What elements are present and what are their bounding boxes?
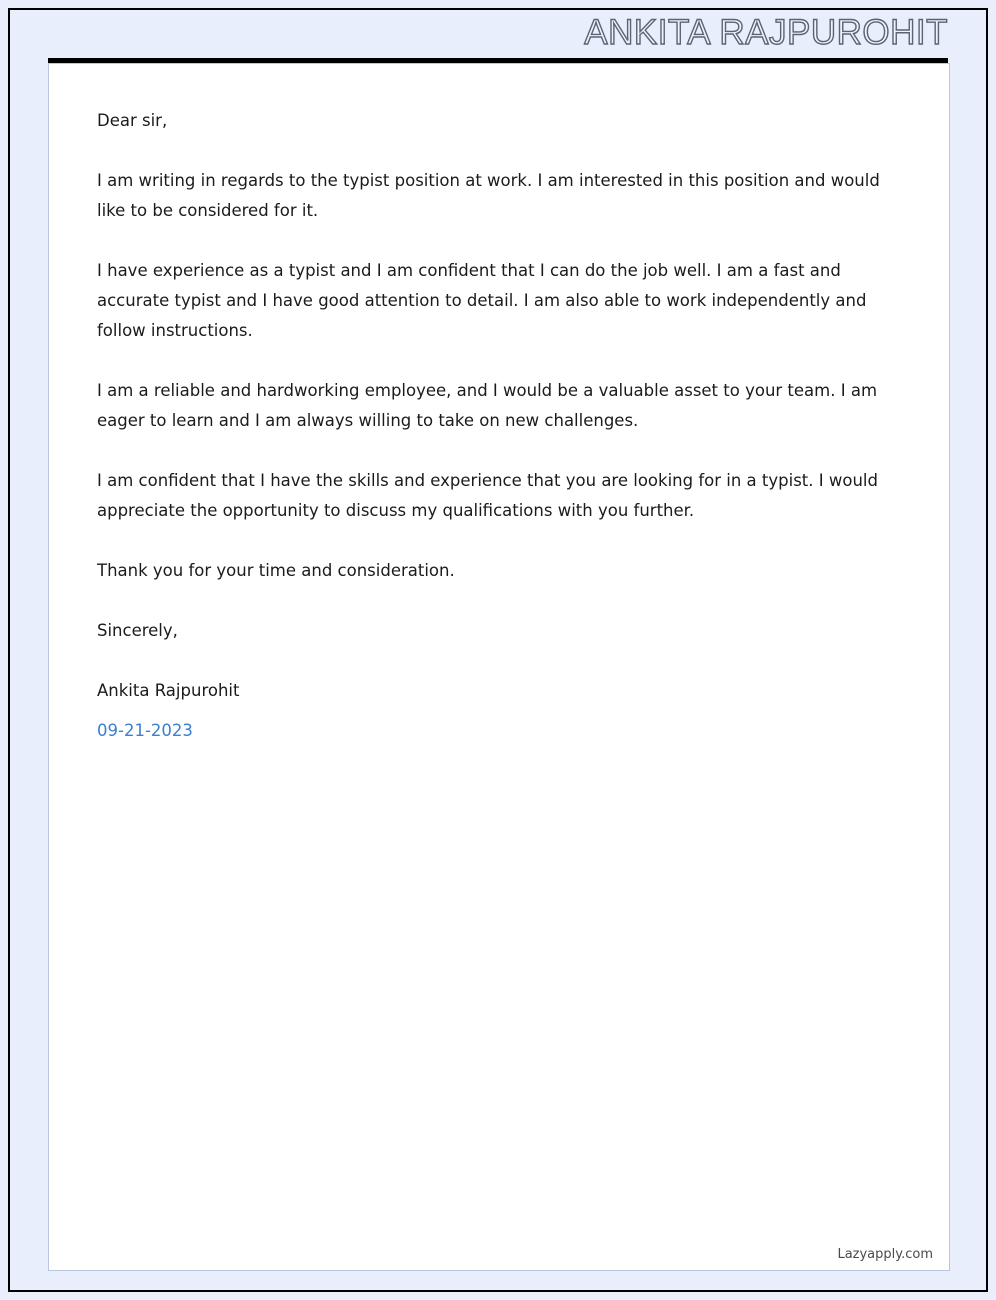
letter-sheet (48, 63, 950, 1271)
letter-paragraph-1: I am writing in regards to the typist position at work. I am interested in this position and would like to be considered for it. (97, 171, 880, 220)
letter-paragraph-3: I am a reliable and hardworking employee, and I would be a valuable asset to your team. I am eager to learn and I am always willing to take on new challenges. (97, 381, 878, 430)
letter-paragraph-5: Thank you for your time and consideration. (97, 561, 455, 580)
letter-signature-name: Ankita Rajpurohit (97, 681, 240, 700)
footer-brand-label: Lazyapply.com (837, 1247, 933, 1262)
candidate-name-title: ANKITA RAJPUROHIT (584, 13, 948, 52)
letter-date: 09-21-2023 (97, 721, 193, 740)
letter-body (49, 64, 949, 746)
letter-paragraph-2: I have experience as a typist and I am confident that I can do the job well. I am a fast and accurate typist and I have good attention to detail. I am also able to work independently and follow instructions. (97, 261, 867, 340)
document-header (10, 10, 986, 56)
letter-closing: Sincerely, (97, 621, 178, 640)
document-frame (8, 8, 988, 1292)
letter-paragraph-4: I am confident that I have the skills and experience that you are looking for in a typist. I would appreciate the opportunity to discuss my qualifications with you further. (97, 471, 878, 520)
letter-salutation: Dear sir, (97, 111, 168, 130)
